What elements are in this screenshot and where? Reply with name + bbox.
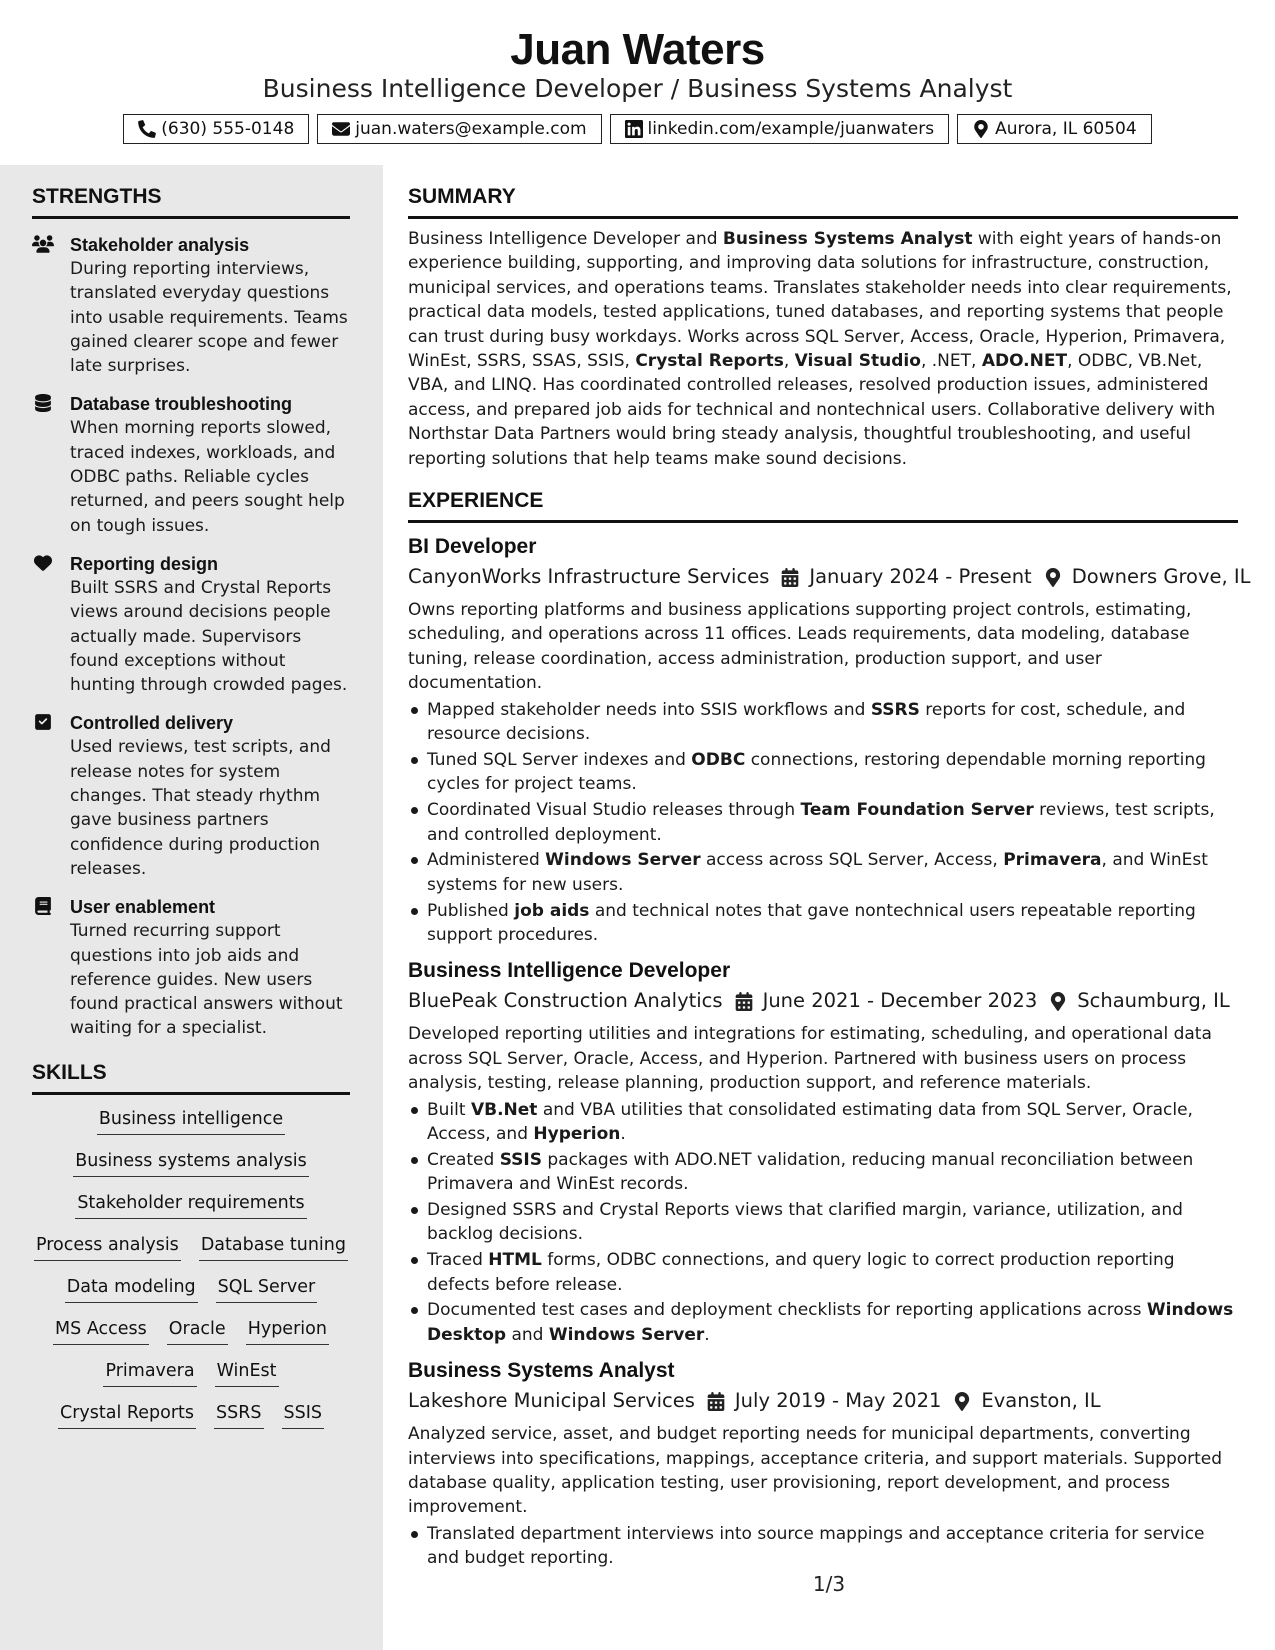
job-description: Analyzed service, asset, and budget reporting needs for municipal departments, converting interviews into specifications, mappings, acceptance criteria, and support materials. Supported database quality, application testing, user provisioning, report development, and process improvement. <box>408 1424 1223 1518</box>
contact-linkedin-text: linkedin.com/example/juanwaters <box>647 119 935 139</box>
skill-tag: Crystal Reports <box>58 1401 196 1429</box>
experience-list <box>408 533 1251 1571</box>
job-company: BluePeak Construction Analytics <box>408 989 723 1013</box>
page-number: 1/3 <box>812 1572 846 1596</box>
skill-row <box>103 1359 278 1387</box>
contact-location <box>957 114 1152 144</box>
job-location: Downers Grove, IL <box>1071 565 1251 589</box>
job-entry <box>408 533 1251 947</box>
job-meta <box>408 563 1251 591</box>
skill-tag: SQL Server <box>216 1275 318 1303</box>
skill-tag: WinEst <box>215 1359 279 1387</box>
strength-item <box>32 552 350 697</box>
calendar-icon <box>781 568 799 587</box>
map-marker-icon <box>1044 568 1062 587</box>
job-meta <box>408 987 1238 1015</box>
job-entry <box>408 1357 1238 1570</box>
job-bullet: Traced HTML forms, ODBC connections, and query logic to correct production reporting defects before release. <box>408 1248 1238 1297</box>
skill-row <box>58 1401 324 1429</box>
job-location: Evanston, IL <box>981 1389 1101 1413</box>
strength-desc: Used reviews, test scripts, and release notes for system changes. That steady rhythm gave business partners confidence during production releases. <box>70 737 331 879</box>
sidebar <box>0 165 383 1650</box>
strength-item <box>32 895 350 1040</box>
strength-item <box>32 711 350 881</box>
skill-tag: Primavera <box>103 1359 196 1387</box>
skill-tag: Business systems analysis <box>73 1149 309 1177</box>
job-bullet: Translated department interviews into source mappings and acceptance criteria for service and budget reporting. <box>408 1522 1238 1571</box>
job-bullets <box>408 698 1238 948</box>
experience-heading: EXPERIENCE <box>408 489 1238 523</box>
job-location: Schaumburg, IL <box>1077 989 1230 1013</box>
skill-tag: Stakeholder requirements <box>75 1191 306 1219</box>
job-title: Business Intelligence Developer <box>408 959 731 983</box>
strength-item <box>32 392 350 537</box>
skill-row <box>34 1233 348 1261</box>
job-dates: January 2024 - Present <box>809 565 1032 589</box>
strength-desc: Turned recurring support questions into job aids and reference guides. New users found practical answers without waiting for a specialist. <box>70 921 343 1039</box>
heart-icon <box>32 554 54 572</box>
calendar-icon <box>735 992 753 1011</box>
job-company: Lakeshore Municipal Services <box>408 1389 695 1413</box>
envelope-icon <box>332 120 350 138</box>
contact-phone[interactable] <box>123 114 309 144</box>
strength-title: Database troubleshooting <box>70 394 293 415</box>
candidate-headline: Business Intelligence Developer / Business Systems Analyst <box>262 74 1013 103</box>
summary-heading: SUMMARY <box>408 185 1238 219</box>
job-description: Developed reporting utilities and integrations for estimating, scheduling, and operational data across SQL Server, Oracle, Access, and Hyperion. Partnered with business users on process analysis, testing, release planning, production support, and reference materials. <box>408 1024 1212 1094</box>
job-bullet: Built VB.Net and VBA utilities that consolidated estimating data from SQL Server, Oracle, Access, and Hyperion. <box>408 1098 1238 1147</box>
strength-title: Stakeholder analysis <box>70 235 250 255</box>
job-bullet: Published job aids and technical notes that gave nontechnical users repeatable reporting support procedures. <box>408 899 1238 948</box>
strength-title: Controlled delivery <box>70 713 234 734</box>
strength-title: User enablement <box>70 897 216 918</box>
job-description: Owns reporting platforms and business applications supporting project controls, estimating, scheduling, and operations across 11 offices. Leads requirements, data modeling, database tuning, release coordination, access administration, production support, and user documentation. <box>408 600 1192 694</box>
skill-tag: Data modeling <box>65 1275 198 1303</box>
map-marker-icon <box>1049 992 1067 1011</box>
calendar-icon <box>707 1392 725 1411</box>
job-bullet: Tuned SQL Server indexes and ODBC connections, restoring dependable morning reporting cycles for project teams. <box>408 748 1238 797</box>
job-bullets <box>408 1098 1238 1348</box>
contact-linkedin[interactable] <box>610 114 950 144</box>
skill-tag: Hyperion <box>246 1317 329 1345</box>
job-bullet: Designed SSRS and Crystal Reports views that clarified margin, variance, utilization, and backlog decisions. <box>408 1198 1238 1247</box>
job-bullet: Mapped stakeholder needs into SSIS workflows and SSRS reports for cost, schedule, and resource decisions. <box>408 698 1238 747</box>
skill-tag: SSIS <box>282 1401 325 1429</box>
skill-row <box>97 1107 285 1135</box>
skill-row <box>65 1275 318 1303</box>
skill-tag: Process analysis <box>34 1233 181 1261</box>
job-company: CanyonWorks Infrastructure Services <box>408 565 770 589</box>
job-title: BI Developer <box>408 535 537 559</box>
strength-title: Reporting design <box>70 553 218 574</box>
skill-row <box>53 1317 329 1345</box>
skill-tag: MS Access <box>53 1317 149 1345</box>
job-dates: July 2019 - May 2021 <box>734 1389 942 1413</box>
job-bullets <box>408 1522 1238 1571</box>
job-bullet: Created SSIS packages with ADO.NET validation, reducing manual reconciliation between Primavera and WinEst records. <box>408 1148 1238 1197</box>
strength-desc: When morning reports slowed, traced indexes, workloads, and ODBC paths. Reliable cycles returned, and peers sought help on tough issues. <box>70 418 345 536</box>
job-meta <box>408 1387 1238 1415</box>
skill-row <box>73 1149 309 1177</box>
users-icon <box>32 235 54 253</box>
candidate-name: Juan Waters <box>510 25 765 74</box>
skill-tag: Database tuning <box>199 1233 348 1261</box>
map-marker-icon <box>953 1392 971 1411</box>
contact-bar <box>0 114 1275 144</box>
resume-header <box>0 0 1275 165</box>
strength-desc: During reporting interviews, translated everyday questions into usable requirements. Teams gained clearer scope and fewer late surprises. <box>70 259 348 377</box>
contact-phone-text: (630) 555-0148 <box>161 119 295 139</box>
contact-email-text: juan.waters@example.com <box>355 119 587 139</box>
linkedin-icon <box>625 120 643 138</box>
main-column <box>408 165 1251 1572</box>
map-marker-icon <box>972 120 990 138</box>
strengths-heading: STRENGTHS <box>32 185 350 219</box>
job-bullet: Coordinated Visual Studio releases through Team Foundation Server reviews, test scripts, and controlled deployment. <box>408 798 1238 847</box>
skill-row <box>75 1191 306 1219</box>
book-icon <box>32 897 54 915</box>
job-dates: June 2021 - December 2023 <box>762 989 1038 1013</box>
job-bullet: Administered Windows Server access across SQL Server, Access, Primavera, and WinEst systems for new users. <box>408 848 1238 897</box>
skill-tag: SSRS <box>214 1401 264 1429</box>
job-bullet: Documented test cases and deployment checklists for reporting applications across Windows Desktop and Windows Server. <box>408 1298 1238 1347</box>
skills-list <box>32 1107 350 1429</box>
skill-tag: Oracle <box>167 1317 228 1345</box>
strength-item <box>32 233 350 378</box>
contact-location-text: Aurora, IL 60504 <box>995 119 1137 139</box>
skill-tag: Business intelligence <box>97 1107 285 1135</box>
job-entry <box>408 957 1238 1347</box>
database-icon <box>32 394 54 412</box>
skills-heading: SKILLS <box>32 1061 350 1095</box>
strength-desc: Built SSRS and Crystal Reports views around decisions people actually made. Supervisors found exceptions without hunting through crowded pages. <box>70 577 348 696</box>
phone-icon <box>138 120 156 138</box>
contact-email[interactable] <box>317 114 601 144</box>
summary-text: Business Intelligence Developer and Business Systems Analyst with eight years of hands-on experience building, supporting, and improving data solutions for infrastructure, construction, municipal services, and operations teams. Translates stakeholder needs into clear requirements, practical data models, tested applications, tuned databases, and reporting systems that people can trust during busy workdays. Works across SQL Server, Access, Oracle, Hyperion, Primavera, WinEst, SSRS, SSAS, SSIS, Crystal Reports, Visual Studio, .NET, ADO.NET, ODBC, VB.Net, VBA, and LINQ. Has coordinated controlled releases, resolved production issues, administered access, and prepared job aids for technical and nontechnical users. Collaborative delivery with Northstar Data Partners would bring steady analysis, thoughtful troubleshooting, and useful reporting solutions that help teams make sound decisions. <box>408 229 1232 469</box>
checkbox-icon <box>32 713 54 731</box>
job-title: Business Systems Analyst <box>408 1359 675 1383</box>
